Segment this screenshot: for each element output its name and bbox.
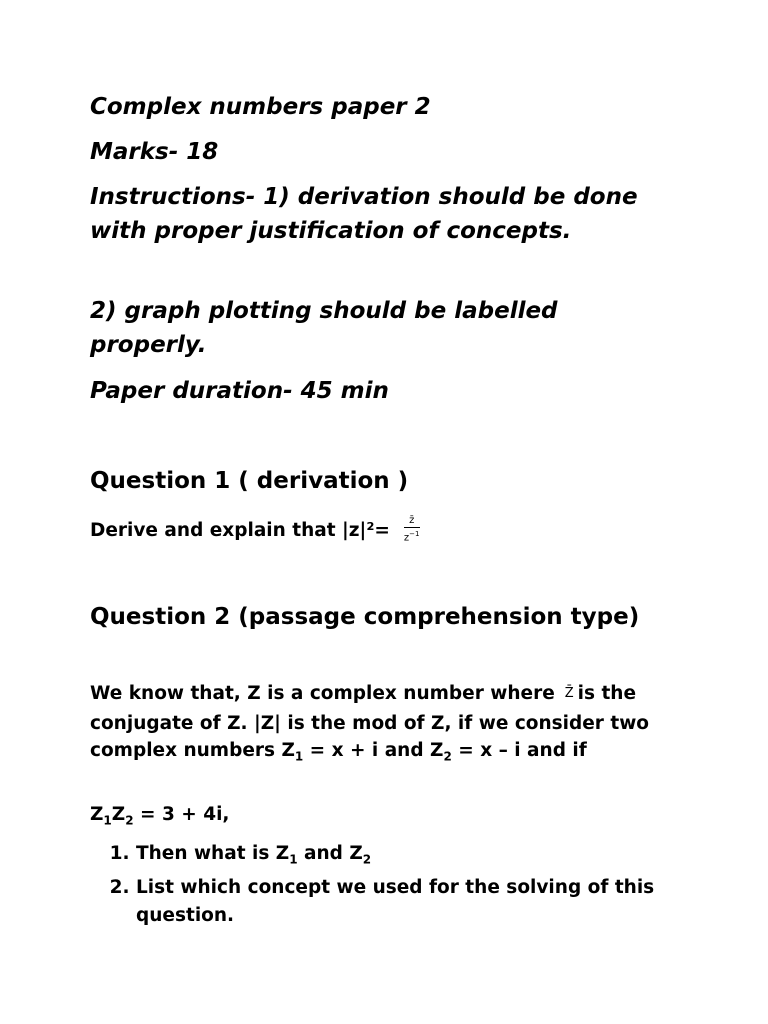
eq-z-a: Z <box>90 804 104 825</box>
subscript-2: 2 <box>443 749 452 764</box>
item-1-text-a: Then what is Z <box>136 843 290 864</box>
item-1-sub-b: 2 <box>362 852 372 867</box>
question-1-prompt-text: Derive and explain that |z|²= <box>90 520 390 542</box>
question-1-title: Question 1 ( derivation ) <box>90 468 409 494</box>
list-item <box>136 840 681 874</box>
passage-part-a: We know that, Z is a complex number where <box>90 683 555 704</box>
fraction-denominator-base: z <box>403 532 410 544</box>
passage-part-d: = x – i and if <box>451 740 587 761</box>
eq-z-b: Z <box>111 804 126 825</box>
question-2-title: Question 2 (passage comprehension type) <box>90 604 640 630</box>
question-2-passage <box>90 680 680 771</box>
product-equation <box>90 801 680 835</box>
eq-sub-2: 2 <box>125 813 134 828</box>
eq-rhs: = 3 + 4i, <box>133 804 230 825</box>
fraction-denominator <box>404 528 420 543</box>
item-1-text-b: and Z <box>297 843 363 864</box>
subscript-1: 1 <box>294 749 304 764</box>
fraction-denominator-exponent: −1 <box>409 530 420 538</box>
item-1-sub-a: 1 <box>289 852 298 867</box>
list-item: 2. List which concept we used for the solving of this question. <box>136 874 681 929</box>
question-2-list <box>112 840 681 929</box>
paper-title: Complex numbers paper 2 <box>90 94 431 120</box>
instructions-2: 2) graph plotting should be labelled properly. <box>90 298 558 358</box>
passage-part-c: = x + i and Z <box>303 740 444 761</box>
eq-sub-1: 1 <box>103 813 112 828</box>
z-conjugate-symbol: Z̄ <box>564 686 574 701</box>
fraction-expression <box>404 515 420 543</box>
instructions-1: Instructions- 1) derivation should be done with proper justification of concepts. <box>90 184 638 244</box>
question-1-prompt <box>90 517 680 545</box>
marks-line: Marks- 18 <box>90 139 219 165</box>
paper-duration: Paper duration- 45 min <box>90 378 389 404</box>
passage-part-b: is the conjugate of Z. |Z| is the mod of Z, if we consider two complex numbers Z <box>90 683 650 761</box>
fraction-numerator: z̄ <box>404 515 420 528</box>
